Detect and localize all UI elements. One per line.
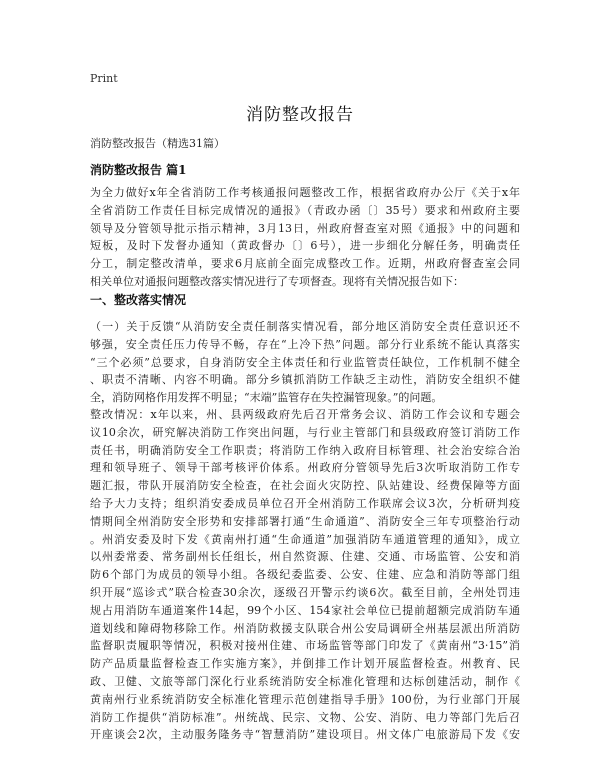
text-line: 黄南州行业系统消防安全标准化管理示范创建指导手册》100份，为行业部门开展: [90, 692, 520, 706]
text-line: 整改情况：x年以来，州、县两级政府先后召开常务会议、消防工作会议和专题会: [90, 408, 520, 421]
text-line: 题汇报，带队开展消防安全检查，在社会面火灾防控、队站建设、经费保障等方面: [90, 479, 520, 493]
paragraph-feedback: [90, 318, 520, 407]
text-line: 分工，制定整改清单，要求6月底前全面完成整改工作。近期，州政府督查室会同: [90, 257, 520, 271]
text-line: （一）关于反馈“从消防安全责任制落实情况看，部分地区消防安全责任意识还不: [90, 320, 520, 333]
text-line: 消防工作提供“消防标准”。州统战、民宗、文物、公安、消防、电力等部门先后召: [90, 710, 520, 724]
text-line: 责任书，明确消防安全工作职责；将消防工作纳入政府目标管理、社会治安综合治: [90, 443, 520, 457]
text-line: 织开展“巡诊式”联合检查30余次，逐级召开警示约谈6次。截至目前，全州处罚违: [90, 585, 520, 599]
text-line: 防6个部门为成员的领导小组。各级纪委监委、公安、住建、应急和消防等部门组: [90, 568, 520, 582]
text-line: 开座谈会2次，主动服务隆务寺“智慧消防”建设项目。州文体广电旅游局下发《安: [90, 728, 520, 742]
text-line: 道划线和障碍物移除工作。州消防救援支队联合州公安局调研全州基层派出所消防: [90, 621, 520, 635]
text-line: 全，消防网格作用发挥不明显；“末端”监管存在失控漏管现象。”的问题。: [90, 391, 443, 405]
text-line: 政、卫健、文旅等部门深化行业系统消防安全标准化管理和达标创建活动，制作《: [90, 674, 520, 688]
print-label[interactable]: Print: [90, 72, 118, 85]
paragraph-rectification: [90, 406, 520, 744]
text-line: 够强，安全责任压力传导不畅，存在“上冷下热”问题。部分行业系统不能认真落实: [90, 337, 520, 351]
text-line: 相关单位对通报问题整改落实情况进行了专项督查。现将有关情况报告如下：: [90, 274, 464, 288]
text-line: 全省消防工作责任目标完成情况的通报》（青政办函〔〕35号）要求和州政府主要: [90, 203, 520, 217]
section-title: 消防整改报告 篇1: [90, 163, 187, 177]
text-line: 议10余次，研究解决消防工作突出问题，与行业主管部门和县级政府签订消防工作: [90, 425, 520, 439]
text-line: 规占用消防车通道案件14起，99个小区、154家社会单位已提前超额完成消防车通: [90, 603, 520, 617]
text-line: 情期间全州消防安全形势和安排部署打通“生命通道”、消防安全三年专项整治行动: [90, 514, 520, 528]
document-subtitle: 消防整改报告（精选31篇）: [90, 137, 225, 150]
text-line: 为全力做好x年全省消防工作考核通报问题整改工作，根据省政府办公厅《关于x年: [90, 186, 520, 199]
text-line: 监督职责履职等情况，积极对接州住建、市场监管等部门印发了《黄南州“3·15”消: [90, 639, 520, 653]
text-line: 以州委常委、常务副州长任组长，州自然资源、住建、交通、市场监管、公安和消: [90, 550, 520, 564]
text-line: 理和领导班子、领导干部考核评价体系。州政府分管领导先后3次听取消防工作专: [90, 461, 520, 475]
text-line: “三个必须”总要求，自身消防安全主体责任和行业监管责任缺位，工作机制不健全: [90, 355, 520, 369]
document-title: 消防整改报告: [246, 105, 354, 125]
text-line: 。州消安委及时下发《黄南州打通“生命通道”加强消防车通道管理的通知》，成立: [90, 532, 520, 546]
intro-paragraph: [90, 184, 520, 291]
text-line: 领导及分管领导批示指示精神，3月13日，州政府督查室对照《通报》中的问题和: [90, 221, 520, 235]
text-line: 防产品质量监督检查工作实施方案》，并倒排工作计划开展监督检查。州教育、民: [90, 657, 520, 671]
text-line: 、职责不清晰、内容不明确。部分乡镇抓消防工作缺乏主动性，消防安全组织不健: [90, 373, 520, 387]
heading-implementation: 一、整改落实情况: [90, 293, 187, 307]
text-line: 短板，及时下发督办通知（黄政督办〔〕6号），进一步细化分解任务，明确责任: [90, 239, 520, 253]
text-line: 给予大力支持；组织消安委成员单位召开全州消防工作联席会议3次，分析研判疫: [90, 496, 520, 510]
